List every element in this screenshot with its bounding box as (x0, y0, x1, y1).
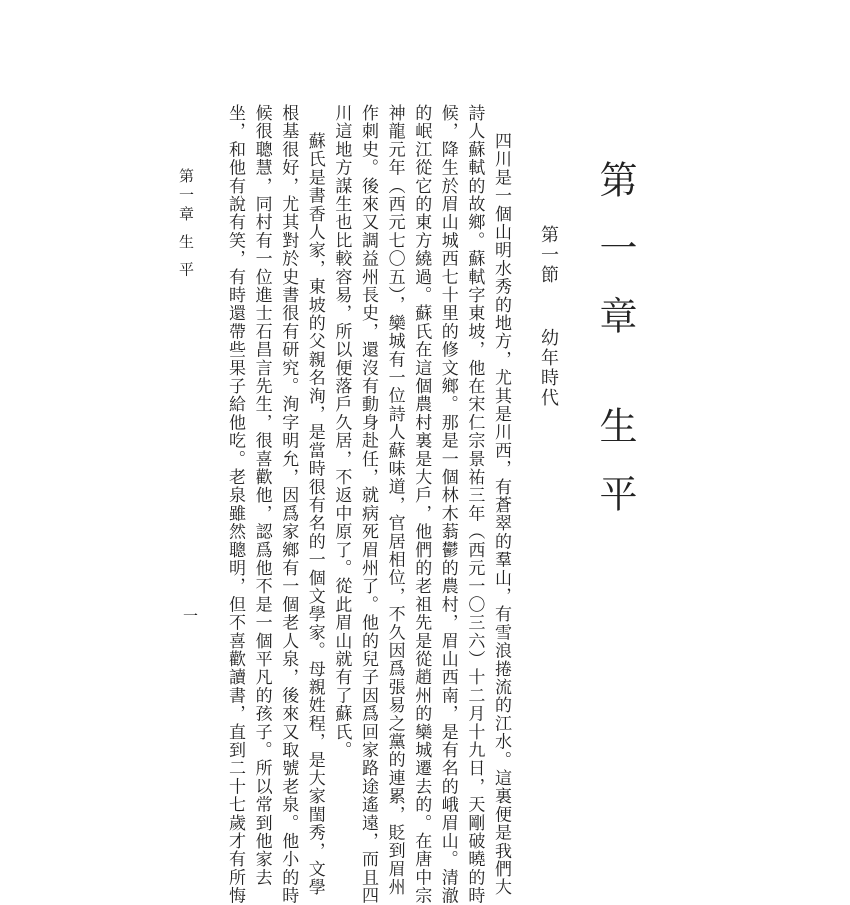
text-line: 的岷江從它的東方繞過。蘇氏在這個農村裏是大戶，他們的老祖先是從趙州的欒城遷去的。在唐中宗 (411, 104, 432, 905)
text-line: 候，降生於眉山城西七十里的修文鄉。那是一個林木蓊鬱的農村，眉山西南，是有名的峨眉山。清澈 (437, 104, 458, 905)
text-line: 坐，和他有說有笑，有時還帶些果子給他吃。老泉雖然聰明，但不喜歡讀書，直到二十七歲才有所悔 (225, 104, 245, 905)
page-number: 一 (181, 608, 199, 623)
running-head: 第一章 生 平 (177, 168, 195, 281)
text-line: 根基很好，尤其對於史書很有研究。洵字明允，因爲家鄉有一個老人泉，後來又取號老泉。他小的時 (278, 104, 299, 905)
text-line: 作刺史。後來又調益州長史，還沒有動身赴任，就病死眉州了。他的兒子因爲回家路途遙遠，而且四 (358, 104, 378, 905)
section-number: 第一節 (538, 225, 559, 285)
section-heading (535, 225, 561, 408)
text-line: 詩人蘇軾的故鄉。蘇軾字東坡，他在宋仁宗景祐三年（西元一〇三六）十二月十九日，天剛破曉的時 (464, 104, 485, 905)
chapter-title: 第一章 生平 (593, 160, 637, 543)
text-line: 川這地方謀生也比較容易，所以便落戶久居，不返中原了。從此眉山就有了蘇氏。 (331, 104, 352, 760)
text-line: 蘇氏是書香人家，東坡的父親名洵，是當時很有名的一個文學家。母親姓程，是大家閨秀，文學 (304, 132, 325, 897)
text-line: 候很聰慧，同村有一位進士石昌言先生，很喜歡他，認爲他不是一個平凡的孩子。所以常到他家去 (251, 104, 272, 887)
text-line: 神龍元年（西元七〇五），欒城有一位詩人蘇味道，官居相位，不久因爲張易之黨的連累，貶到眉州 (384, 104, 405, 897)
text-line: 四川是一個山明水秀的地方，尤其是川西，有蒼翠的羣山，有雪浪捲流的江水。這裏便是我們大 (491, 132, 511, 897)
section-title: 幼年時代 (538, 328, 559, 409)
